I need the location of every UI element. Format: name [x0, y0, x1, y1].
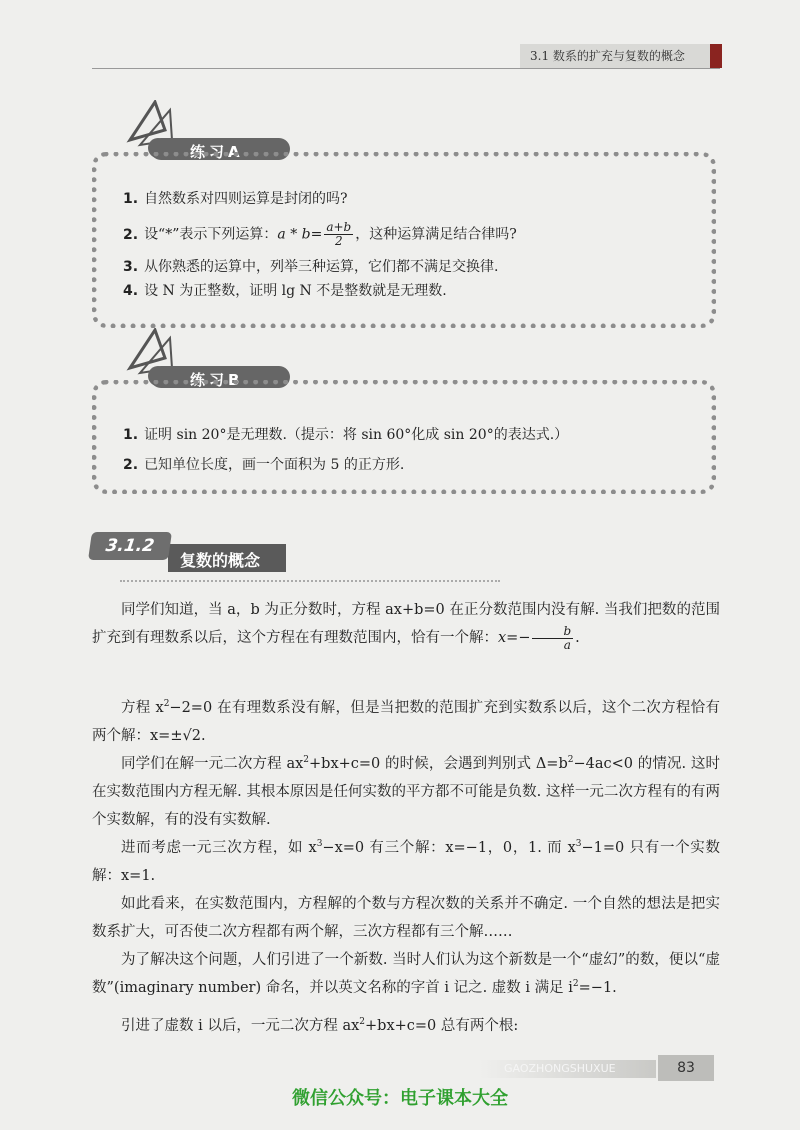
paragraph-text-end: +bx+c=0 总有两个根:: [365, 1018, 519, 1034]
exercise-a-item-1: [123, 189, 348, 209]
exponent: 3: [316, 839, 323, 850]
paragraph-text: 方程 x: [121, 700, 164, 716]
paragraph-1: [92, 596, 720, 652]
paragraph-text-end: .: [575, 630, 580, 646]
fraction: [324, 221, 353, 248]
header-marker: [710, 44, 722, 68]
item-number: 2.: [123, 457, 139, 473]
item-text-tail: ，这种运算满足结合律吗?: [355, 226, 517, 243]
paragraph-6: [92, 946, 720, 1002]
paragraph-text: 为了解决这个问题，人们引进了一个新数. 当时人们认为这个新数是一个“虚幻”的数，便以“虚数”(imaginary number) 命名，并以英文名称的字首 i 记之. 虚数 i 满足 i: [92, 952, 720, 996]
paragraph-text-end: =−1.: [578, 980, 617, 996]
formula: x=−: [498, 630, 531, 646]
item-number: 3.: [123, 259, 139, 275]
exponent: 2: [567, 755, 574, 766]
exponent: 2: [163, 699, 170, 710]
item-number: 4.: [123, 283, 139, 299]
item-number: 1.: [123, 191, 139, 207]
exercise-a-item-3: [123, 257, 499, 277]
fraction: [532, 625, 573, 652]
item-text: 从你熟悉的运算中，列举三种运算，它们都不满足交换律.: [144, 259, 499, 275]
paragraph-text: 引进了虚数 i 以后，一元二次方程 ax: [121, 1018, 360, 1034]
exercise-b-item-2: [123, 455, 404, 475]
fraction-numerator: a+b: [326, 220, 352, 234]
item-text: 自然数系对四则运算是封闭的吗?: [144, 191, 348, 207]
paragraph-5: [92, 890, 720, 946]
exercise-b-box: [92, 380, 716, 494]
item-number: 2.: [123, 226, 139, 243]
paragraph-3: [92, 750, 720, 834]
paragraph-text-cont: −x=0 有三个解：x=−1，0，1. 而 x: [322, 840, 576, 856]
item-number: 1.: [123, 427, 139, 443]
section-title: 复数的概念: [180, 551, 261, 570]
paragraph-2: [92, 694, 720, 750]
exponent: 3: [575, 839, 582, 850]
fraction-denominator: a: [563, 637, 571, 652]
exercise-a-item-2: [123, 221, 517, 248]
header-rule: [92, 68, 720, 69]
page-number: 83: [658, 1055, 714, 1081]
item-text: 设 N 为正整数，证明 lg N 不是整数就是无理数.: [144, 283, 447, 299]
exercise-a-box: [92, 152, 716, 328]
running-header: 3.1 数系的扩充与复数的概念: [520, 44, 710, 68]
paragraph-text: 同学们知道，当 a，b 为正分数时，方程 ax+b=0 在正分数范围内没有解. 当我们把数的范围扩充到有理数系以后，这个方程在有理数范围内，恰有一个解：: [92, 602, 720, 646]
item-text: 已知单位长度，画一个面积为 5 的正方形.: [144, 457, 405, 473]
item-text: 证明 sin 20°是无理数.（提示：将 sin 60°化成 sin 20°的表达式.）: [144, 427, 569, 443]
exercise-b-label: 练习B: [190, 371, 244, 389]
fraction-numerator: b: [532, 625, 573, 639]
fraction-denominator: 2: [334, 234, 343, 248]
watermark-text: 微信公众号：电子课本大全: [292, 1088, 508, 1109]
paragraph-7: [92, 1012, 720, 1040]
section-number: 3.1.2: [88, 532, 172, 560]
paragraph-text-end: −1=0 只有一个实数解：x=1.: [92, 840, 720, 884]
expression: a * b=: [277, 226, 323, 243]
paragraph-text-cont: +bx+c=0 的时候，会遇到判别式 Δ=b: [309, 756, 568, 772]
paragraph-text: 进而考虑一元三次方程，如 x: [121, 840, 317, 856]
exponent: 2: [359, 1017, 366, 1028]
exponent: 2: [303, 755, 310, 766]
paragraph-text-cont: −2=0 在有理数系没有解，但是当把数的范围扩充到实数系以后，这个二次方程恰有两个解：x=±√2.: [92, 700, 720, 744]
paragraph-text-end: −4ac<0 的情况. 这时在实数范围内方程无解. 其根本原因是任何实数的平方都不可能是负数. 这样一元二次方程有的有两个实数解，有的没有实数解.: [92, 756, 721, 828]
exercise-b-item-1: [123, 425, 568, 445]
paragraph-4: [92, 834, 720, 890]
footer-series-label: GAOZHONGSHUXUE: [480, 1060, 656, 1078]
exponent: 2: [572, 979, 579, 990]
exercise-a-item-4: [123, 281, 447, 301]
exercise-a-label: 练习A: [190, 143, 244, 161]
paragraph-text: 同学们在解一元二次方程 ax: [121, 756, 304, 772]
section-divider: [120, 580, 500, 582]
item-text: 设“*”表示下列运算：: [144, 226, 278, 243]
paragraph-text: 如此看来，在实数范围内，方程解的个数与方程次数的关系并不确定. 一个自然的想法是把实数系扩大，可否使二次方程都有两个解，三次方程都有三个解……: [92, 896, 720, 940]
